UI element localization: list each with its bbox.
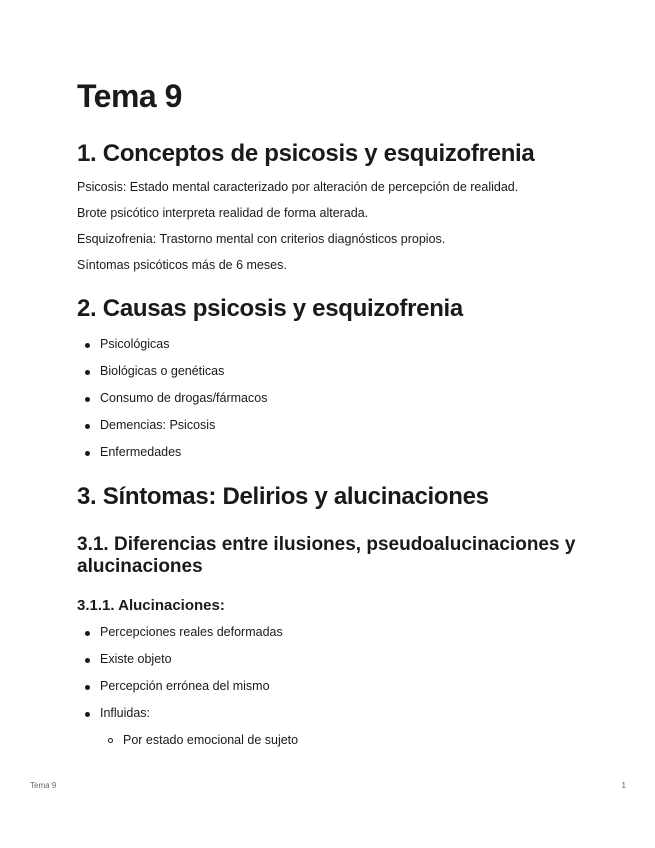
list-item [77, 652, 172, 666]
bullet-icon [85, 631, 90, 636]
list-item-text: Por estado emocional de sujeto [123, 733, 299, 747]
list-item-text: Percepción errónea del mismo [100, 679, 270, 693]
bullet-icon [85, 370, 90, 375]
bullet-icon [85, 685, 90, 690]
list-item-text: Demencias: Psicosis [100, 418, 216, 432]
bullet-icon [85, 424, 90, 429]
list-item [77, 364, 224, 378]
bullet-icon [85, 658, 90, 663]
list-item [77, 391, 267, 405]
section-1-heading: 1. Conceptos de psicosis y esquizofrenia [77, 140, 535, 167]
list-item [77, 679, 270, 693]
footer-title: Tema 9 [30, 781, 57, 790]
list-item-text: Enfermedades [100, 445, 182, 459]
page-number: 1 [621, 781, 626, 790]
bullet-icon [85, 712, 90, 717]
paragraph: Brote psicótico interpreta realidad de forma alterada. [77, 206, 369, 220]
section-3-heading: 3. Síntomas: Delirios y alucinaciones [77, 483, 489, 510]
list-item [77, 418, 215, 432]
list-item-text: Percepciones reales deformadas [100, 625, 283, 639]
list-item-text: Influidas: [100, 706, 151, 720]
paragraph: Síntomas psicóticos más de 6 meses. [77, 258, 287, 272]
list-item-text: Biológicas o genéticas [100, 364, 225, 378]
bullet-icon [85, 397, 90, 402]
paragraph: Psicosis: Estado mental caracterizado por alteración de percepción de realidad. [77, 180, 519, 194]
page-title: Tema 9 [77, 78, 182, 114]
list-item-text: Existe objeto [100, 652, 172, 666]
bullet-icon [85, 343, 90, 348]
hollow-bullet-icon [108, 738, 113, 743]
list-item [77, 337, 169, 351]
list-item [77, 706, 150, 720]
nested-list-item [100, 733, 298, 747]
list-item-text: Consumo de drogas/fármacos [100, 391, 268, 405]
subsection-3-1-heading: 3.1. Diferencias entre ilusiones, pseudoalucinaciones y alucinaciones [77, 534, 576, 577]
list-item-text: Psicológicas [100, 337, 170, 351]
section-2-heading: 2. Causas psicosis y esquizofrenia [77, 295, 463, 322]
list-item [77, 445, 181, 459]
bullet-icon [85, 451, 90, 456]
subsection-3-1-1-heading: 3.1.1. Alucinaciones: [77, 597, 225, 614]
paragraph: Esquizofrenia: Trastorno mental con criterios diagnósticos propios. [77, 232, 446, 246]
list-item [77, 625, 283, 639]
